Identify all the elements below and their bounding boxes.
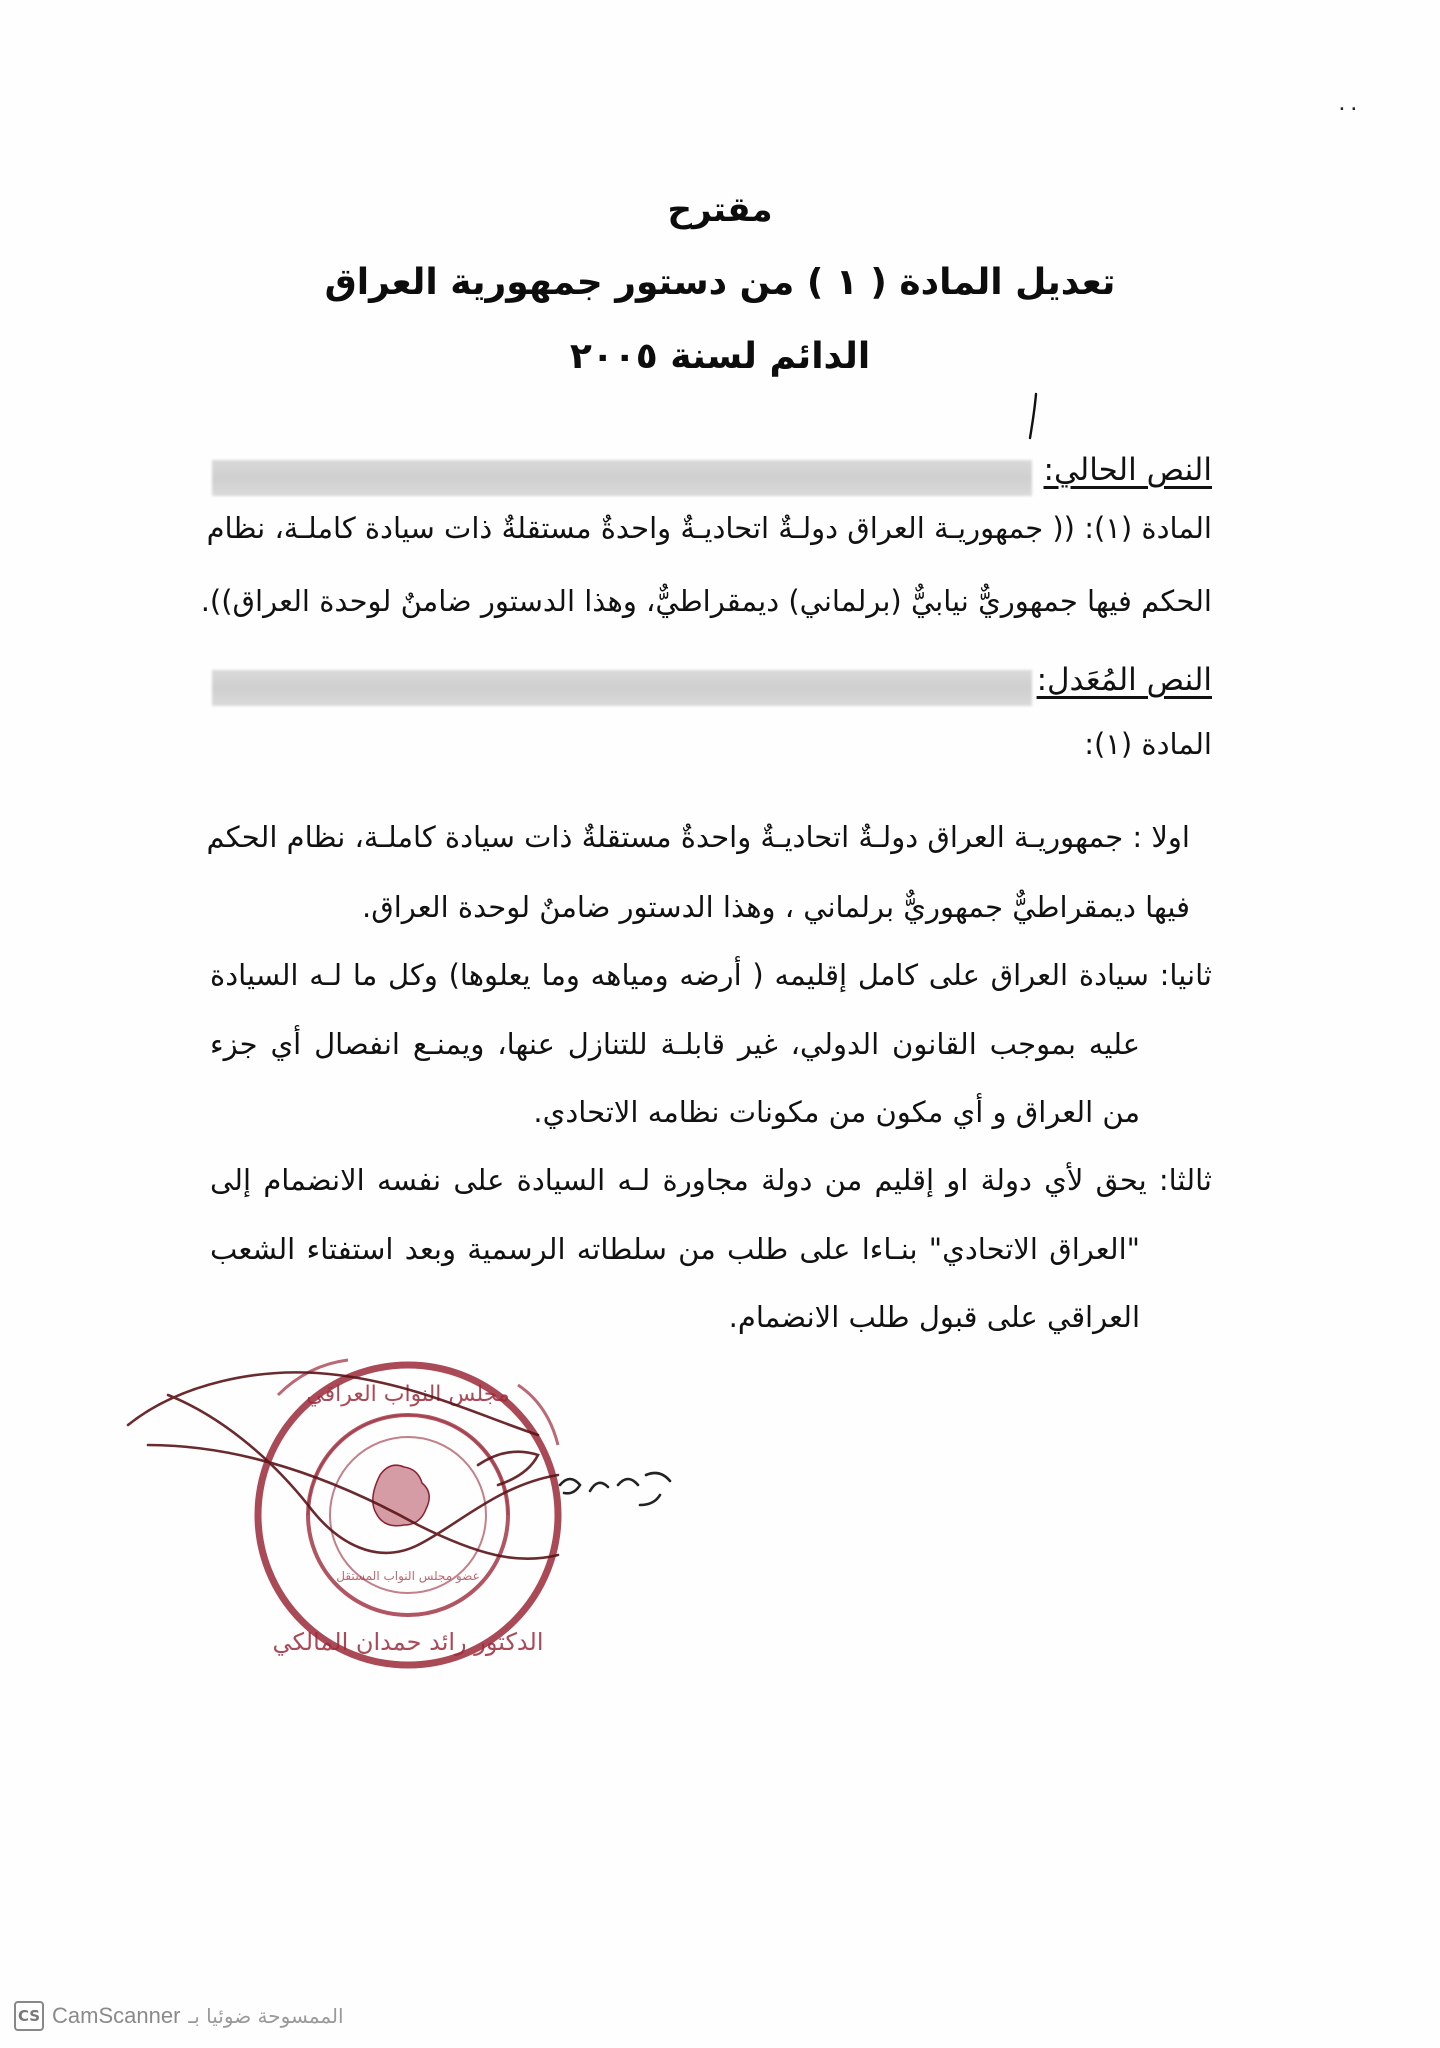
redaction-bar <box>212 670 1032 706</box>
amended-article-heading: المادة (١): <box>1084 727 1212 761</box>
heading-amendment: تعديل المادة ( ١ ) من دستور جمهورية العراق <box>324 262 1116 303</box>
pen-stroke-mark <box>1028 392 1038 442</box>
clause-third-line: "العراق الاتحادي" بنـاءا على طلب من سلطاته الرسمية وبعد استفتاء الشعب <box>210 1232 1140 1266</box>
amended-text-label: النص المُعَدل: <box>1036 662 1212 698</box>
clause-second-line: عليه بموجب القانون الدولي، غير قابلـة للتنازل عنها، ويمنـع انفصال أي جزء <box>210 1027 1140 1061</box>
amended-text-label-row <box>212 662 1212 708</box>
clause-first-line: فيها ديمقراطيٌّ جمهوريٌّ برلماني ، وهذا الدستور ضامنٌ لوحدة العراق. <box>362 890 1190 924</box>
camscanner-brand: CamScanner <box>52 2003 181 2028</box>
current-text-label: النص الحالي: <box>1043 452 1212 488</box>
clause-third-line: العراقي على قبول طلب الانضمام. <box>728 1300 1140 1334</box>
stamp-seal-graphic <box>258 1360 558 1665</box>
handwritten-date <box>550 1455 690 1525</box>
current-text-line: الحكم فيها جمهوريٌّ نيابيٌّ (برلماني) ديمقراطيٌّ، وهذا الدستور ضامنٌ لوحدة العراق)). <box>200 584 1212 618</box>
clause-first-line: اولا : جمهوريـة العراق دولـةٌ اتحاديـةٌ واحدةٌ مستقلةٌ ذات سيادة كاملـة، نظام الحكم <box>206 820 1190 854</box>
clause-second-line: من العراق و أي مكون من مكونات نظامه الاتحادي. <box>533 1095 1140 1129</box>
scanner-watermark <box>14 1996 344 2036</box>
official-stamp-seal <box>118 1355 658 1695</box>
redaction-bar <box>212 460 1032 496</box>
current-text-label-row <box>212 452 1212 498</box>
clause-second-line: ثانيا: سيادة العراق على كامل إقليمه ( أرضه ومياهه وما يعلوها) وكل ما لـه السيادة <box>210 958 1212 992</box>
clause-third-line: ثالثا: يحق لأي دولة او إقليم من دولة مجاورة لـه السيادة على نفسه الانضمام إلى <box>210 1163 1212 1197</box>
svg-text:مجلس النواب العراقي: مجلس النواب العراقي <box>306 1382 510 1407</box>
current-text-line: المادة (١): (( جمهوريـة العراق دولـةٌ اتحاديـةٌ واحدةٌ مستقلةٌ ذات سيادة كاملـة، نظام <box>206 511 1212 545</box>
svg-text:عضو مجلس النواب المستقل: عضو مجلس النواب المستقل <box>336 1569 480 1583</box>
heading-proposal: مقترح <box>667 190 773 230</box>
svg-text:الدكتور رائد حمدان المالكي: الدكتور رائد حمدان المالكي <box>272 1628 544 1656</box>
corner-mark: ٠٠ <box>1336 96 1360 121</box>
camscanner-logo-icon: CS <box>14 2001 44 2031</box>
heading-constitution-year: الدائم لسنة ٢٠٠٥ <box>569 336 871 377</box>
scanned-with-label: الممسوحة ضوئيا بـ <box>188 2004 344 2028</box>
